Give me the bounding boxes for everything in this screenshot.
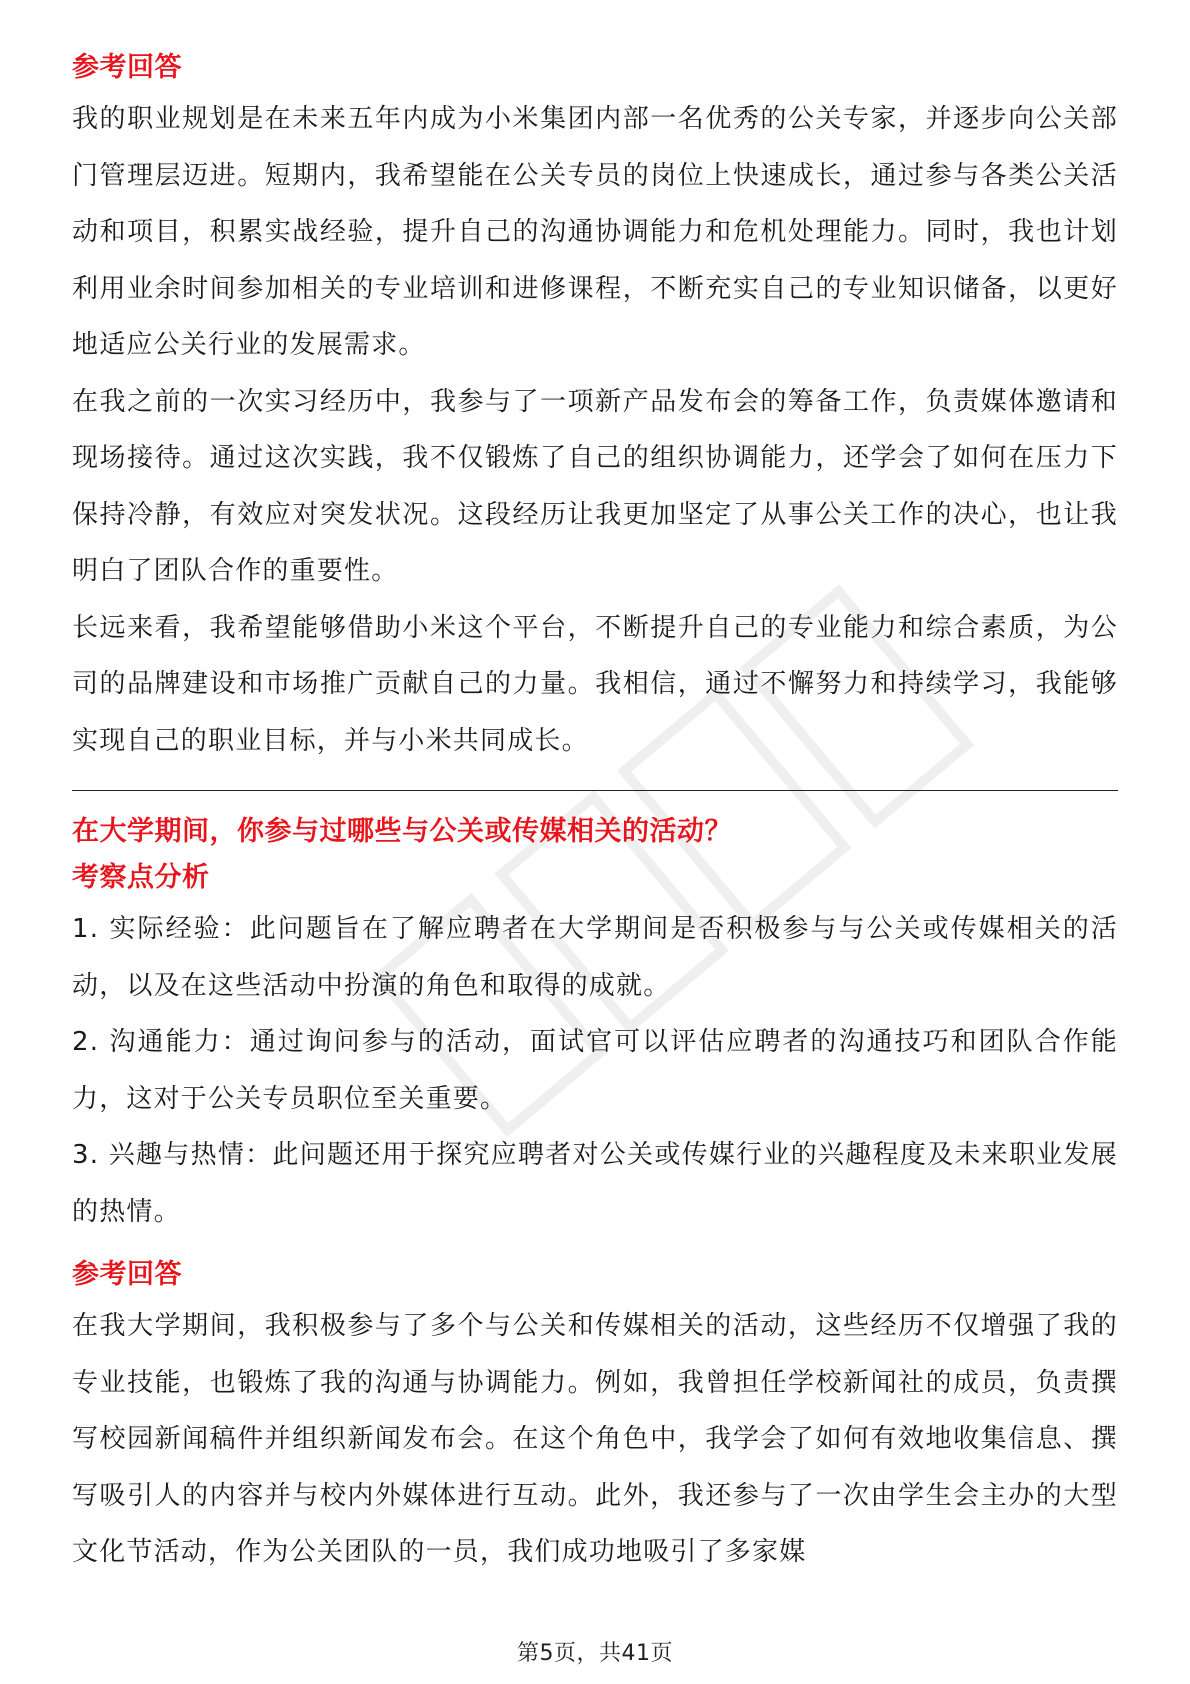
section-divider [72,790,1118,791]
answer-paragraph-2: 在我之前的一次实习经历中，我参与了一项新产品发布会的筹备工作，负责媒体邀请和现场接待。通过这次实践，我不仅锻炼了自己的组织协调能力，还学会了如何在压力下保持冷静，有效应对突发状况。这段经历让我更加坚定了从事公关工作的决心，也让我明白了团队合作的重要性。 [72,386,1118,586]
answer-paragraph-1: 我的职业规划是在未来五年内成为小米集团内部一名优秀的公关专家，并逐步向公关部门管理层迈进。短期内，我希望能在公关专员的岗位上快速成长，通过参与各类公关活动和项目，积累实战经验，提升自己的沟通协调能力和危机处理能力。同时，我也计划利用业余时间参加相关的专业培训和进修课程，不断充实自己的专业知识储备，以更好地适应公关行业的发展需求。 [72,104,1118,360]
answer-heading-1: 参考回答 [72,52,182,83]
document-page [72,45,1118,1581]
analysis-item-3: 3. 兴趣与热情：此问题还用于探究应聘者对公关或传媒行业的兴趣程度及未来职业发展的热情。 [72,1140,1118,1227]
analysis-item-1: 1. 实际经验：此问题旨在了解应聘者在大学期间是否积极参与与公关或传媒相关的活动，以及在这些活动中扮演的角色和取得的成就。 [72,914,1118,1001]
question-heading: 在大学期间，你参与过哪些与公关或传媒相关的活动？ [72,816,732,847]
analysis-heading: 考察点分析 [72,862,210,893]
answer-paragraph-3: 长远来看，我希望能够借助小米这个平台，不断提升自己的专业能力和综合素质，为公司的品牌建设和市场推广贡献自己的力量。我相信，通过不懈努力和持续学习，我能够实现自己的职业目标，并与小米共同成长。 [72,612,1118,756]
answer-paragraph-4: 在我大学期间，我积极参与了多个与公关和传媒相关的活动，这些经历不仅增强了我的专业技能，也锻炼了我的沟通与协调能力。例如，我曾担任学校新闻社的成员，负责撰写校园新闻稿件并组织新闻发布会。在这个角色中，我学会了如何有效地收集信息、撰写吸引人的内容并与校内外媒体进行互动。此外，我还参与了一次由学生会主办的大型文化节活动，作为公关团队的一员，我们成功地吸引了多家媒 [72,1311,1118,1567]
spacer [72,1240,1118,1252]
page-number-footer: 第5页，共41页 [517,1641,673,1666]
answer-heading-2: 参考回答 [72,1259,182,1290]
analysis-item-2: 2. 沟通能力：通过询问参与的活动，面试官可以评估应聘者的沟通技巧和团队合作能力，这对于公关专员职位至关重要。 [72,1027,1118,1114]
